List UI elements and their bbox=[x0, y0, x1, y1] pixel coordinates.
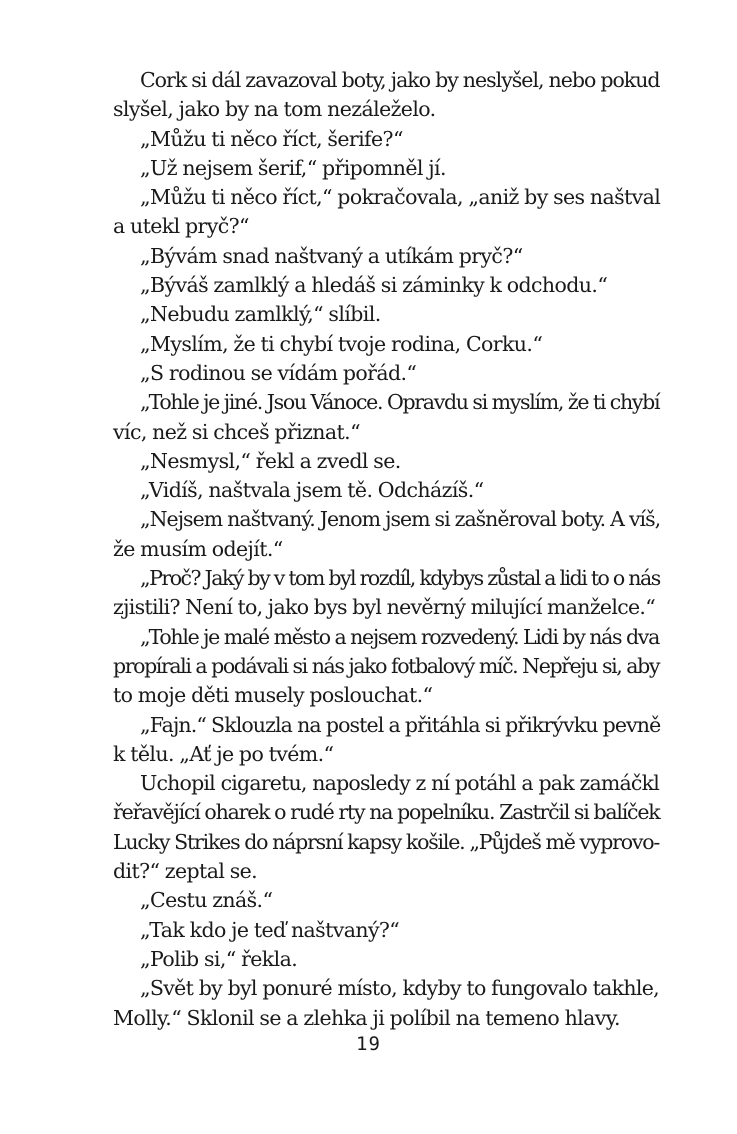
text-line: řeřavějící oharek o rudé rty na popelníku. Zastrčil si balíček bbox=[113, 800, 660, 825]
text-line: „Můžu ti něco říct,“ pokračovala, „aniž by ses naštval bbox=[140, 185, 661, 210]
text-line: „Fajn.“ Sklouzla na postel a přitáhla si přikrývku pevně bbox=[140, 712, 661, 737]
text-line: propírali a podávali si nás jako fotbalový míč. Nepřeju si, aby bbox=[113, 653, 659, 678]
text-line: „Nesmysl,“ řekl a zvedl se. bbox=[140, 448, 401, 473]
text-line: „Tohle je malé město a nejsem rozvedený. Lidi by nás dva bbox=[140, 624, 659, 649]
text-line: a utekl pryč?“ bbox=[113, 214, 249, 239]
body-text bbox=[113, 66, 659, 1033]
text-line: „Myslím, že ti chybí tvoje rodina, Corku.“ bbox=[140, 331, 543, 356]
text-line: „Polib si,“ řekla. bbox=[140, 946, 298, 971]
text-line: „Tohle je jiné. Jsou Vánoce. Opravdu si myslím, že ti chybí bbox=[140, 390, 660, 415]
text-line: zjistili? Není to, jako bys byl nevěrný milující manželce.“ bbox=[113, 595, 656, 620]
text-line: „Tak kdo je teď naštvaný?“ bbox=[140, 917, 400, 942]
text-line: „Už nejsem šerif,“ připomněl jí. bbox=[140, 155, 446, 180]
text-line: „Nejsem naštvaný. Jenom jsem si zašněroval boty. A víš, bbox=[140, 507, 661, 532]
text-line: „Svět by byl ponuré místo, kdyby to fungovalo takhle, bbox=[140, 976, 659, 1001]
text-line: „Vidíš, naštvala jsem tě. Odcházíš.“ bbox=[140, 478, 484, 503]
text-line: „Bývám snad naštvaný a utíkám pryč?“ bbox=[140, 243, 523, 268]
text-line: Cork si dál zavazoval boty, jako by neslyšel, nebo pokud bbox=[140, 68, 660, 92]
text-line: k tělu. „Ať je po tvém.“ bbox=[113, 741, 334, 766]
text-line: „Býváš zamlklý a hledáš si záminky k odchodu.“ bbox=[140, 273, 608, 298]
text-line: víc, než si chceš přiznat.“ bbox=[113, 419, 360, 444]
text-line: „Cestu znáš.“ bbox=[140, 888, 273, 913]
text-line: Uchopil cigaretu, naposledy z ní potáhl a pak zamáčkl bbox=[140, 771, 659, 796]
text-line: že musím odejít.“ bbox=[113, 536, 283, 561]
text-line: Lucky Strikes do náprsní kapsy košile. „Půjdeš mě vyprovo- bbox=[113, 829, 660, 854]
text-line: „Nebudu zamlklý,“ slíbil. bbox=[140, 302, 381, 327]
text-line: „Proč? Jaký by v tom byl rozdíl, kdybys zůstal a lidi to o nás bbox=[140, 566, 660, 591]
text-line: Molly.“ Sklonil se a zlehka ji políbil na temeno hlavy. bbox=[113, 1005, 620, 1030]
page-number: 19 bbox=[356, 1033, 381, 1055]
text-line: „Můžu ti něco říct, šerife?“ bbox=[140, 126, 403, 151]
text-line: to moje děti musely poslouchat.“ bbox=[113, 683, 433, 708]
text-line: dit?“ zeptal se. bbox=[113, 859, 258, 884]
text-line: slyšel, jako by na tom nezáleželo. bbox=[113, 97, 436, 122]
text-line: „S rodinou se vídám pořád.“ bbox=[140, 360, 417, 385]
